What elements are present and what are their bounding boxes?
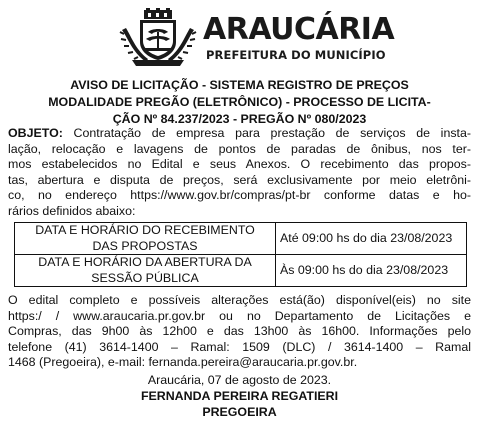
objeto-line: co, no endereço https://www.gov.br/compras/pt-br conforme datas e ho- [8,188,471,203]
title-line: AVISO DE LICITAÇÃO - SISTEMA REGISTRO DE PREÇOS [70,78,409,92]
objeto-paragraph [8,126,471,220]
objeto-text: Contratação de empresa para prestação de serviços de insta- [73,126,471,140]
objeto-line: tas, abertura e disputa de preços, será exclusivamente por meio eletrôni- [8,172,471,187]
schedule-label [15,223,276,255]
brand-name: ARAUCÁRIA [203,12,395,47]
schedule-value: Até 09:00 hs do dia 23/08/2023 [276,223,467,255]
title-line: MODALIDADE PREGÃO (ELETRÔNICO) - PROCESSO DE LICITA- [48,95,431,109]
edital-line: https:/ / www.araucaria.pr.gov.br ou no Departamento de Licitações e [8,308,471,323]
edital-line: telefone (41) 3614-1400 – Ramal: 1509 (DLC) / 3614-1400 – Ramal [8,339,471,354]
header [0,6,479,70]
objeto-label: OBJETO: [8,126,63,140]
schedule-label-line: DATA E HORÁRIO DO RECEBIMENTO [35,223,255,237]
signatory-role: PREGOEIRA [202,405,277,419]
edital-line: 1468 (Pregoeira), e-mail: fernanda.pereira@araucaria.pr.gov.br. [8,355,358,370]
schedule-label [15,255,276,287]
notice-title [8,77,471,128]
brand-subtitle: PREFEITURA DO MUNICÍPIO [206,48,386,62]
schedule-value: Às 09:00 hs do dia 23/08/2023 [276,255,467,287]
schedule-label-line: SESSÃO PÚBLICA [91,270,199,285]
objeto-line: rários definidos abaixo: [8,203,136,218]
objeto-line [8,126,471,142]
schedule-label-line: DATA E HORÁRIO DA ABERTURA DA [38,255,252,269]
closing-block [0,372,479,420]
objeto-line: mos estabelecidos no Edital e seus Anexos. O recebimento das propos- [8,157,471,172]
title-line: ÇÃO Nº 84.237/2023 - PREGÃO Nº 080/2023 [112,112,367,126]
objeto-line: lação, relocação e lavagens de pontos de paradas de ônibus, nos ter- [8,141,471,156]
table-row [15,255,467,287]
municipal-crest-logo [118,8,198,68]
signatory-name: FERNANDA PEREIRA REGATIERI [140,389,339,403]
place-date: Araucária, 07 de agosto de 2023. [147,373,332,387]
edital-line: Compras, das 9h00 às 12h00 e das 13h00 às 16h00. Informações pelo [8,324,471,339]
schedule-table [14,222,467,287]
edital-paragraph [8,293,471,371]
table-row [15,223,467,255]
edital-line: O edital completo e possíveis alterações está(ão) disponível(eis) no site [8,293,471,307]
schedule-label-line: DAS PROPOSTAS [92,238,198,253]
